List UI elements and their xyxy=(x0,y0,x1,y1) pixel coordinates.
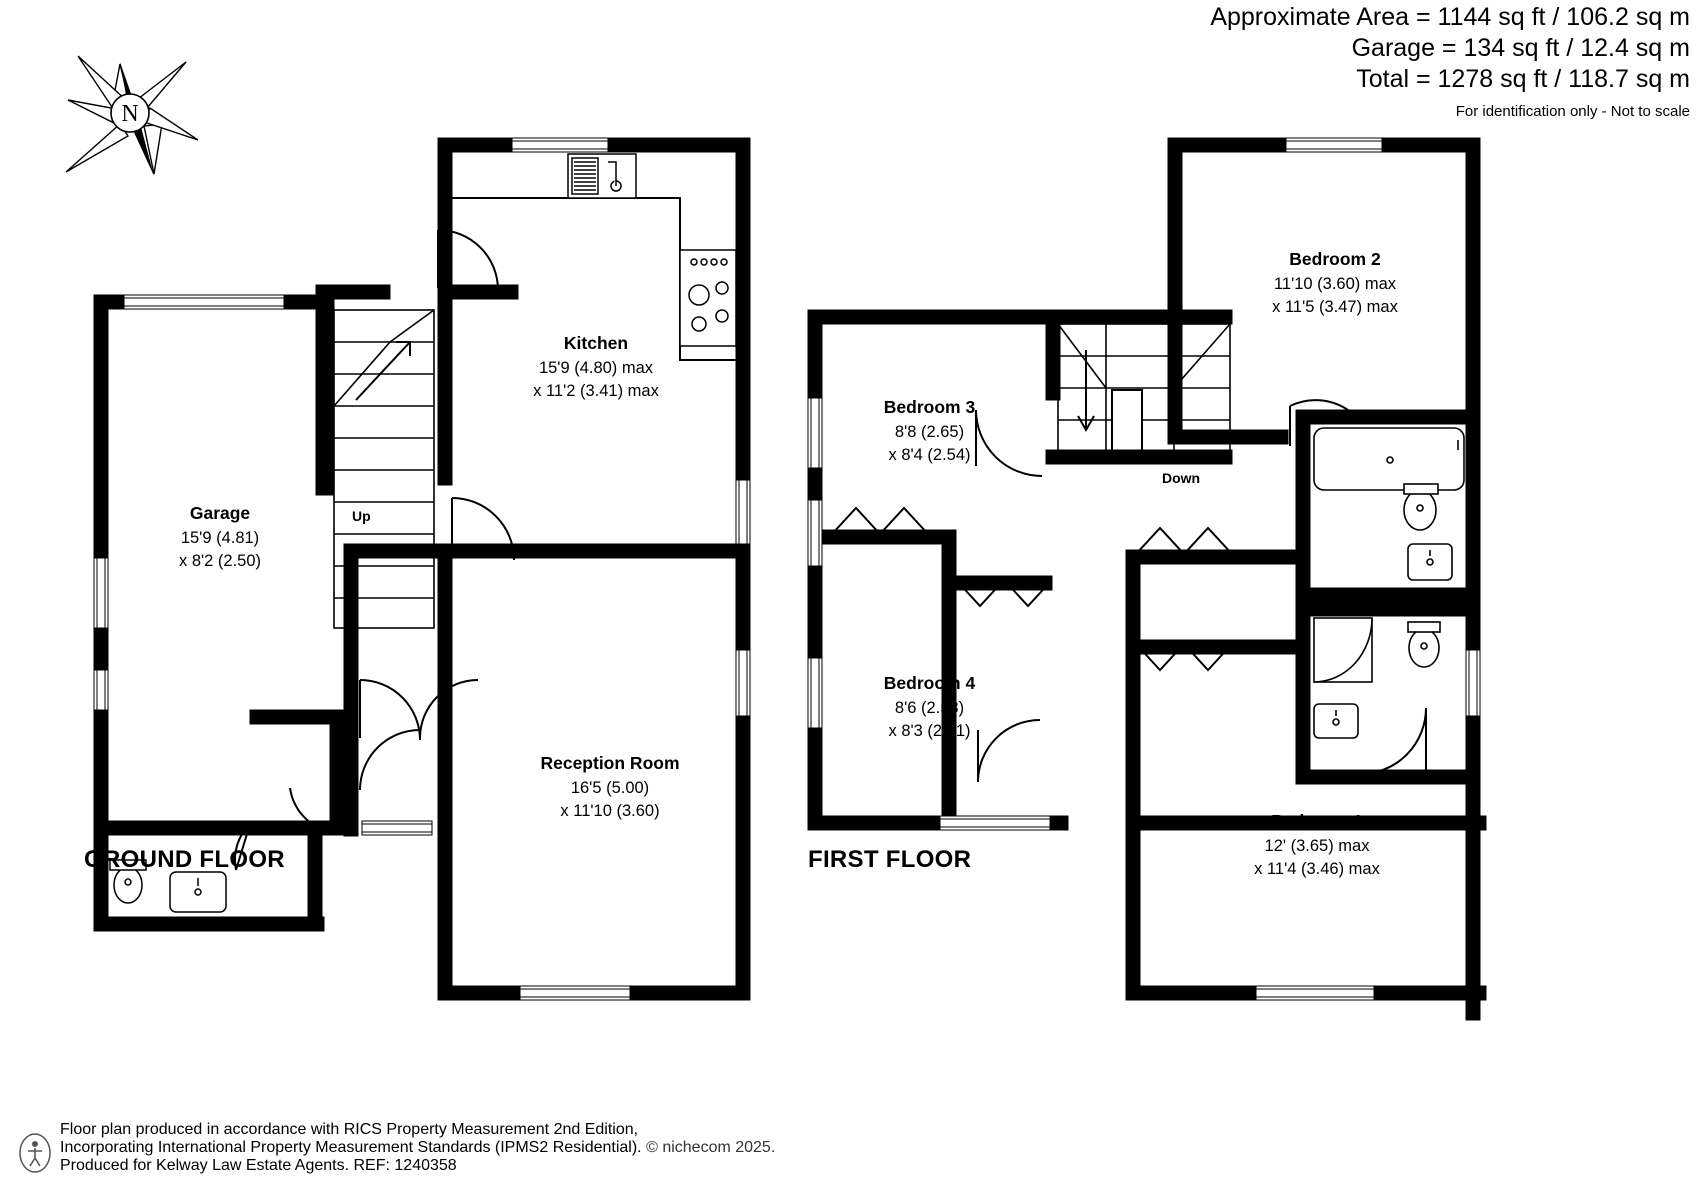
garage-dim-2: x 8'2 (2.50) xyxy=(178,552,262,570)
compass-north-label: N xyxy=(121,101,139,127)
garage-name: Garage xyxy=(189,503,251,523)
garage-area-text: Garage = 134 sq ft / 12.4 sq m xyxy=(1351,34,1690,62)
footer-line-1: Floor plan produced in accordance with RICS Property Measurement 2nd Edition, xyxy=(60,1121,639,1138)
total-area-text: Total = 1278 sq ft / 118.7 sq m xyxy=(1356,65,1690,93)
room-label-garage xyxy=(110,502,330,573)
footer-copyright: © nichecom 2025. xyxy=(646,1139,776,1156)
kitchen-dim-2: x 11'2 (3.41) max xyxy=(533,382,659,400)
bedroom-4-dim-1: 8'6 (2.58) xyxy=(894,699,965,717)
bedroom-4-dim-2: x 8'3 (2.51) xyxy=(888,722,971,740)
bedroom-1-dim-1: 12' (3.65) max xyxy=(1264,837,1370,855)
ground-floor-plan xyxy=(60,110,820,1040)
bedroom-2-name: Bedroom 2 xyxy=(1289,249,1381,269)
disclaimer-text: For identification only - Not to scale xyxy=(1455,103,1690,120)
room-label-bedroom-4 xyxy=(812,672,1047,743)
bedroom-1-name: Bedroom 1 xyxy=(1271,811,1363,831)
bedroom-3-dim-2: x 8'4 (2.54) xyxy=(888,446,971,464)
room-label-bedroom-3 xyxy=(812,396,1047,467)
bedroom-1-dim-2: x 11'4 (3.46) max xyxy=(1254,860,1380,878)
first-floor-title: FIRST FLOOR xyxy=(808,846,972,873)
kitchen-name: Kitchen xyxy=(563,333,629,353)
garage-dim-1: 15'9 (4.81) xyxy=(180,529,260,547)
area-summary xyxy=(1210,2,1690,123)
bedroom-2-dim-1: 11'10 (3.60) max xyxy=(1273,275,1397,293)
room-label-bedroom-1 xyxy=(1192,810,1442,881)
reception-dim-1: 16'5 (5.00) xyxy=(570,779,650,797)
bedroom-2-dim-2: x 11'5 (3.47) max xyxy=(1272,298,1398,316)
reception-name: Reception Room xyxy=(540,753,680,773)
room-label-bedroom-2 xyxy=(1210,248,1460,319)
stairs-up-label: Up xyxy=(352,508,371,524)
bedroom-3-dim-1: 8'8 (2.65) xyxy=(894,423,965,441)
bedroom-4-name: Bedroom 4 xyxy=(883,673,976,693)
footer-line-3: Produced for Kelway Law Estate Agents. REF: 1240358 xyxy=(60,1157,457,1174)
reception-dim-2: x 11'10 (3.60) xyxy=(560,802,660,820)
bedroom-3-name: Bedroom 3 xyxy=(883,397,976,417)
room-label-reception xyxy=(490,752,730,823)
footer-line-2 xyxy=(60,1139,775,1157)
footer-line-2a: Incorporating International Property Measurement Standards (IPMS2 Residential). xyxy=(60,1139,642,1156)
footer-text xyxy=(60,1121,775,1175)
room-label-kitchen xyxy=(476,332,716,403)
approximate-area-text: Approximate Area = 1144 sq ft / 106.2 sq m xyxy=(1210,3,1690,31)
stairs-down-label: Down xyxy=(1162,470,1201,486)
accessibility-icon xyxy=(18,1133,52,1167)
kitchen-dim-1: 15'9 (4.80) max xyxy=(538,359,654,377)
ground-floor-title: GROUND FLOOR xyxy=(84,846,285,873)
